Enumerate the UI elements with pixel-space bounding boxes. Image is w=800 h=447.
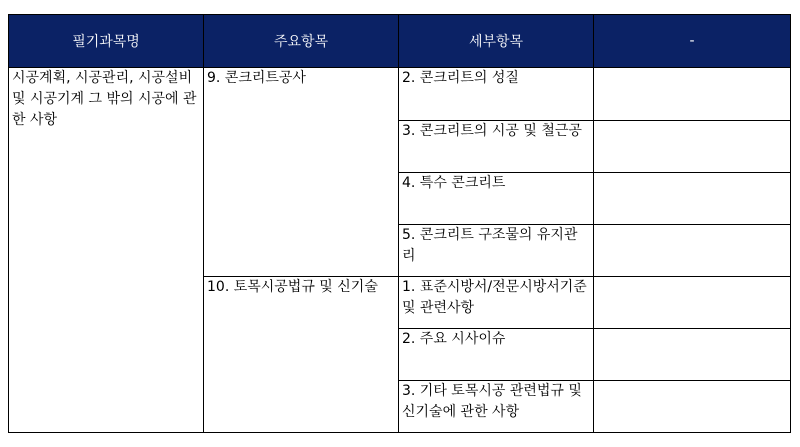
detail-item-cell: 2. 콘크리트의 성질 bbox=[399, 68, 594, 121]
header-row bbox=[9, 15, 791, 68]
detail-item-cell: 3. 콘크리트의 시공 및 철근공 bbox=[399, 121, 594, 173]
empty-cell bbox=[594, 381, 791, 433]
detail-item-cell: 2. 주요 시사이슈 bbox=[399, 329, 594, 381]
header-main-item: 주요항목 bbox=[204, 15, 399, 68]
header-subject: 필기과목명 bbox=[9, 15, 204, 68]
detail-item-cell: 3. 기타 토목시공 관련법규 및 신기술에 관한 사항 bbox=[399, 381, 594, 433]
empty-cell bbox=[594, 329, 791, 381]
empty-cell bbox=[594, 173, 791, 225]
detail-item-cell: 4. 특수 콘크리트 bbox=[399, 173, 594, 225]
main-item-cell: 9. 콘크리트공사 bbox=[204, 68, 399, 277]
detail-item-cell: 5. 콘크리트 구조물의 유지관리 bbox=[399, 225, 594, 277]
table-row bbox=[9, 68, 791, 121]
empty-cell bbox=[594, 225, 791, 277]
empty-cell bbox=[594, 277, 791, 329]
detail-item-cell: 1. 표준시방서/전문시방서기준 및 관련사항 bbox=[399, 277, 594, 329]
syllabus-table bbox=[8, 14, 791, 433]
main-item-cell: 10. 토목시공법규 및 신기술 bbox=[204, 277, 399, 433]
empty-cell bbox=[594, 68, 791, 121]
empty-cell bbox=[594, 121, 791, 173]
header-detail-item: 세부항목 bbox=[399, 15, 594, 68]
subject-cell: 시공계획, 시공관리, 시공설비 및 시공기계 그 밖의 시공에 관한 사항 bbox=[9, 68, 204, 433]
header-extra: - bbox=[594, 15, 791, 68]
